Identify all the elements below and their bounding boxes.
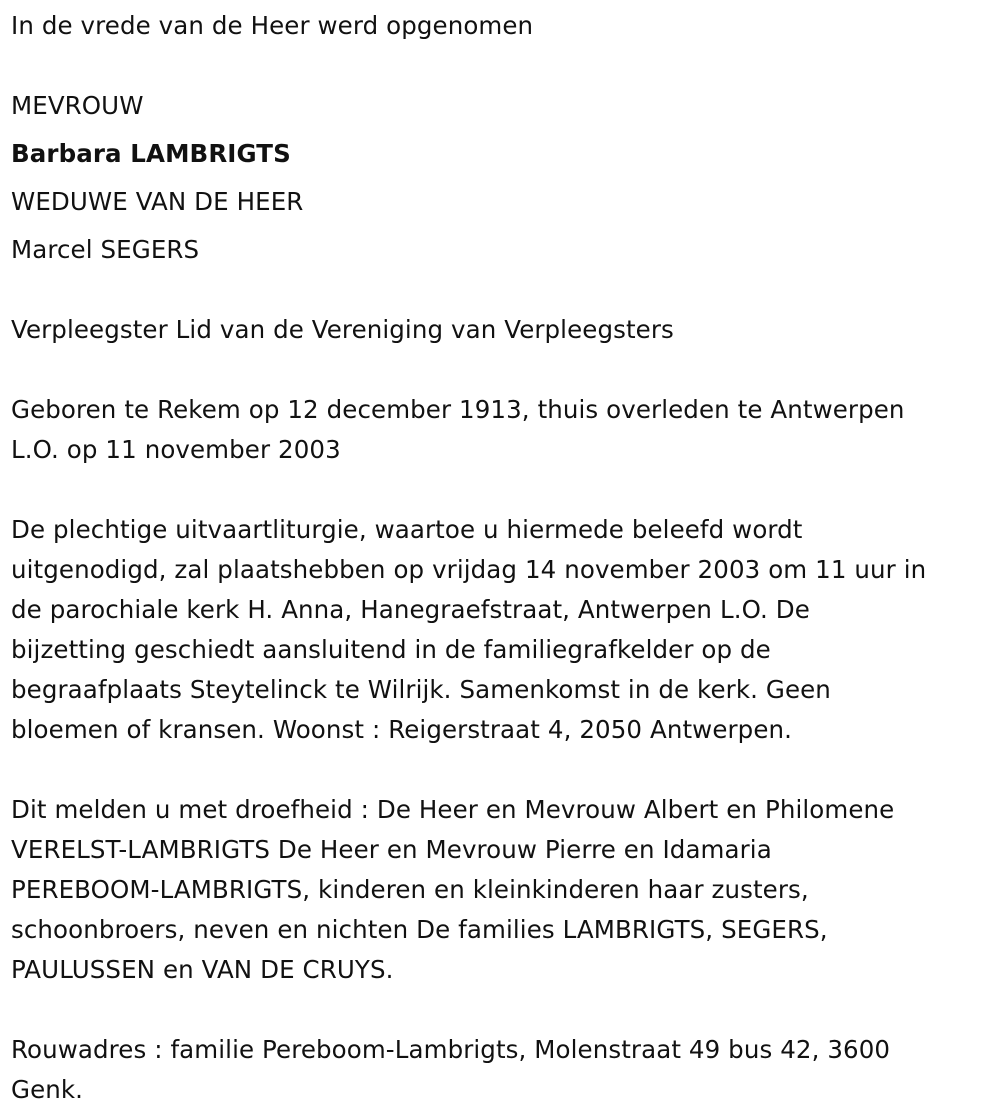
spacer xyxy=(11,750,990,790)
spacer xyxy=(11,350,990,390)
family-line: schoonbroers, neven en nichten De families LAMBRIGTS, SEGERS, xyxy=(11,915,828,944)
family-line: Dit melden u met droefheid : De Heer en Mevrouw Albert en Philomene xyxy=(11,795,895,824)
spacer xyxy=(11,270,990,310)
mourning-address-line: Genk. xyxy=(11,1075,84,1104)
deceased-name: Barbara LAMBRIGTS xyxy=(11,139,291,168)
spouse-name: Marcel SEGERS xyxy=(11,235,200,264)
funeral-paragraph xyxy=(11,510,990,750)
funeral-line: begraafplaats Steytelinck te Wilrijk. Samenkomst in de kerk. Geen xyxy=(11,675,831,704)
mourning-address-paragraph xyxy=(11,1030,990,1110)
occupation-text: Verpleegster Lid van de Vereniging van Verpleegsters xyxy=(11,315,674,344)
family-paragraph xyxy=(11,790,990,990)
funeral-line: De plechtige uitvaartliturgie, waartoe u hiermede beleefd wordt xyxy=(11,515,803,544)
spacer xyxy=(11,990,990,1030)
funeral-line: bijzetting geschiedt aansluitend in de familiegrafkelder op de xyxy=(11,635,771,664)
spacer xyxy=(11,46,990,86)
birth-death-line: L.O. op 11 november 2003 xyxy=(11,435,341,464)
birth-death-line: Geboren te Rekem op 12 december 1913, thuis overleden te Antwerpen xyxy=(11,395,905,424)
funeral-line: bloemen of kransen. Woonst : Reigerstraat 4, 2050 Antwerpen. xyxy=(11,715,793,744)
salutation: MEVROUW xyxy=(11,91,144,120)
intro-text: In de vrede van de Heer werd opgenomen xyxy=(11,11,534,40)
family-line: VERELST-LAMBRIGTS De Heer en Mevrouw Pierre en Idamaria xyxy=(11,835,772,864)
mourning-address-line: Rouwadres : familie Pereboom-Lambrigts, Molenstraat 49 bus 42, 3600 xyxy=(11,1035,891,1064)
family-line: PAULUSSEN en VAN DE CRUYS. xyxy=(11,955,394,984)
family-line: PEREBOOM-LAMBRIGTS, kinderen en kleinkinderen haar zusters, xyxy=(11,875,809,904)
funeral-line: uitgenodigd, zal plaatshebben op vrijdag 14 november 2003 om 11 uur in xyxy=(11,555,927,584)
funeral-line: de parochiale kerk H. Anna, Hanegraefstraat, Antwerpen L.O. De xyxy=(11,595,810,624)
birth-death-paragraph xyxy=(11,390,990,470)
spacer xyxy=(11,470,990,510)
widow-of-label: WEDUWE VAN DE HEER xyxy=(11,187,304,216)
